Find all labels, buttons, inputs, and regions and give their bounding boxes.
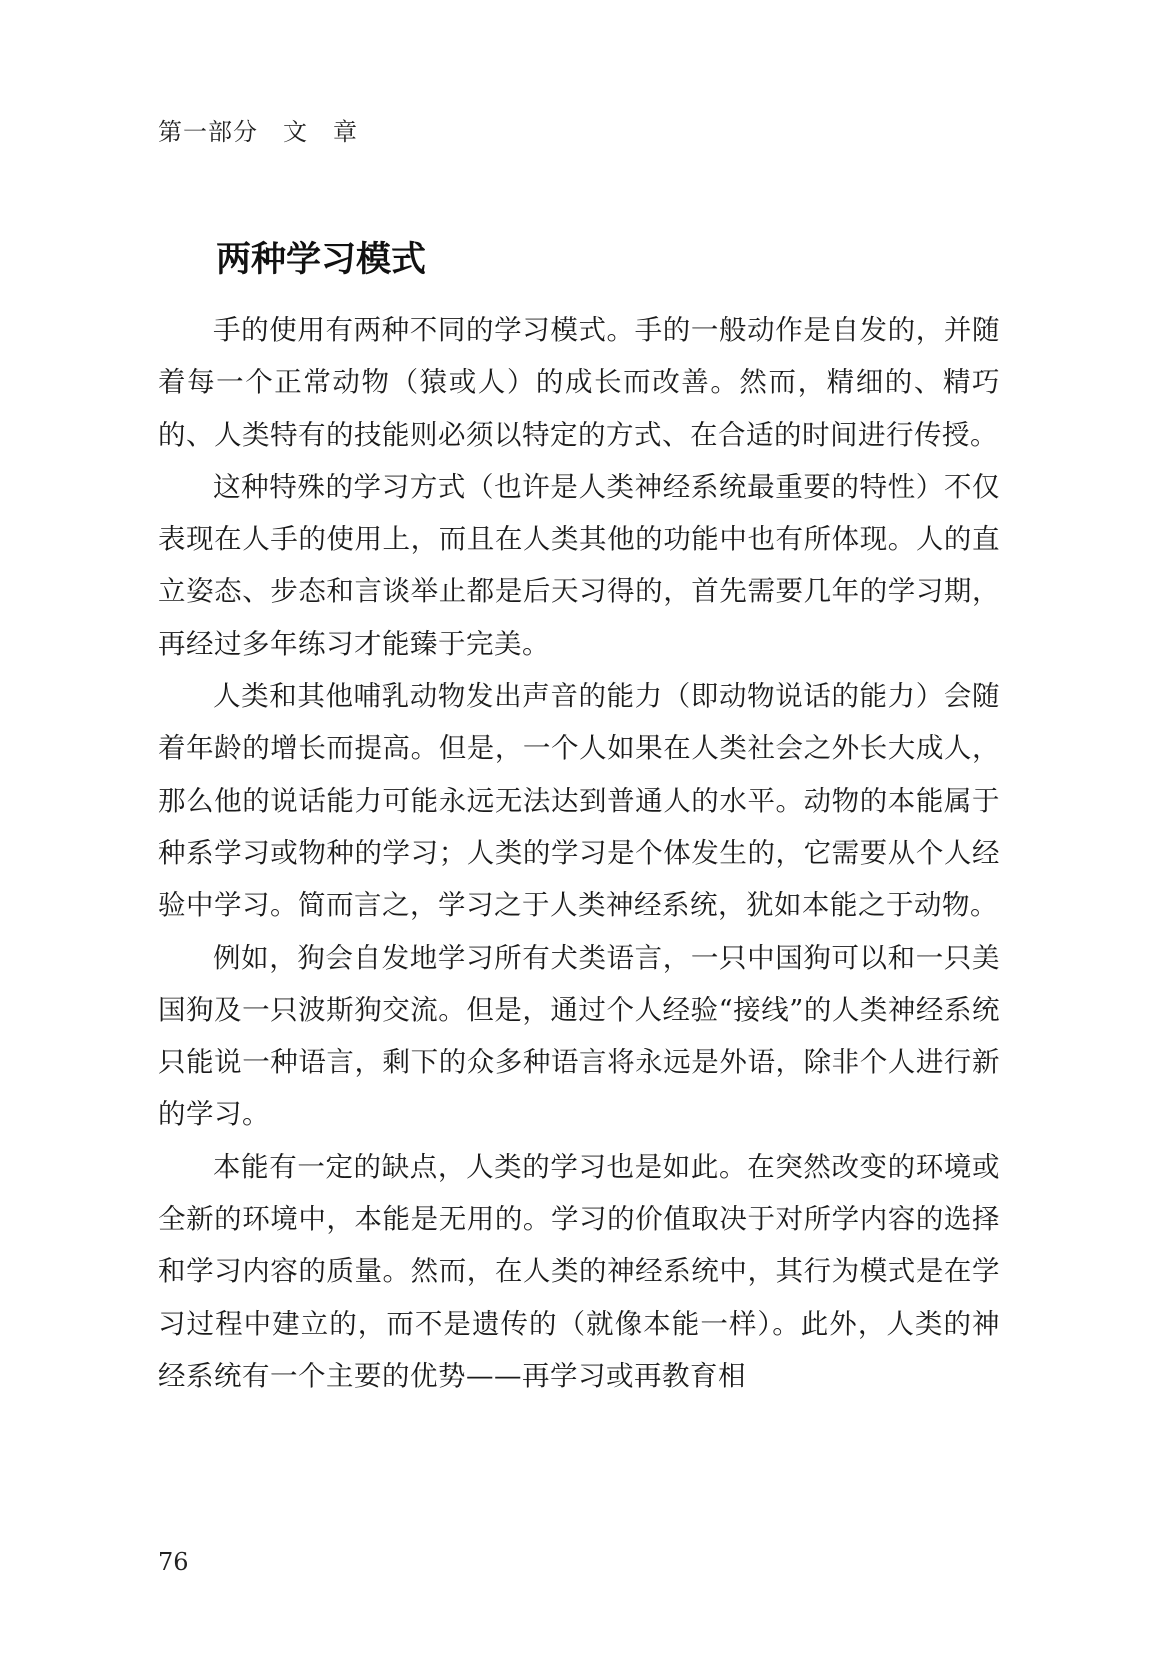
article-body <box>158 304 1000 1402</box>
paragraph: 手的使用有两种不同的学习模式。手的一般动作是自发的，并随着每一个正常动物（猿或人）的成长而改善。然而，精细的、精巧的、人类特有的技能则必须以特定的方式、在合适的时间进行传授。 <box>158 314 1000 451</box>
running-header: 第一部分 文 章 <box>158 118 358 146</box>
paragraph: 这种特殊的学习方式（也许是人类神经系统最重要的特性）不仅表现在人手的使用上，而且在人类其他的功能中也有所体现。人的直立姿态、步态和言谈举止都是后天习得的，首先需要几年的学习期，再经过多年练习才能臻于完美。 <box>158 470 1000 660</box>
paragraph: 本能有一定的缺点，人类的学习也是如此。在突然改变的环境或全新的环境中，本能是无用的。学习的价值取决于对所学内容的选择和学习内容的质量。然而，在人类的神经系统中，其行为模式是在学习过程中建立的，而不是遗传的（就像本能一样）。此外，人类的神经系统有一个主要的优势——再学习或再教育相 <box>158 1150 1000 1392</box>
page-number: 76 <box>158 1548 189 1576</box>
article-title: 两种学习模式 <box>216 240 427 280</box>
paragraph: 例如，狗会自发地学习所有犬类语言，一只中国狗可以和一只美国狗及一只波斯狗交流。但是，通过个人经验“接线”的人类神经系统只能说一种语言，剩下的众多种语言将永远是外语，除非个人进行新的学习。 <box>158 941 1000 1131</box>
paragraph: 人类和其他哺乳动物发出声音的能力（即动物说话的能力）会随着年龄的增长而提高。但是，一个人如果在人类社会之外长大成人，那么他的说话能力可能永远无法达到普通人的水平。动物的本能属于种系学习或物种的学习；人类的学习是个体发生的，它需要从个人经验中学习。简而言之，学习之于人类神经系统，犹如本能之于动物。 <box>158 680 1000 922</box>
